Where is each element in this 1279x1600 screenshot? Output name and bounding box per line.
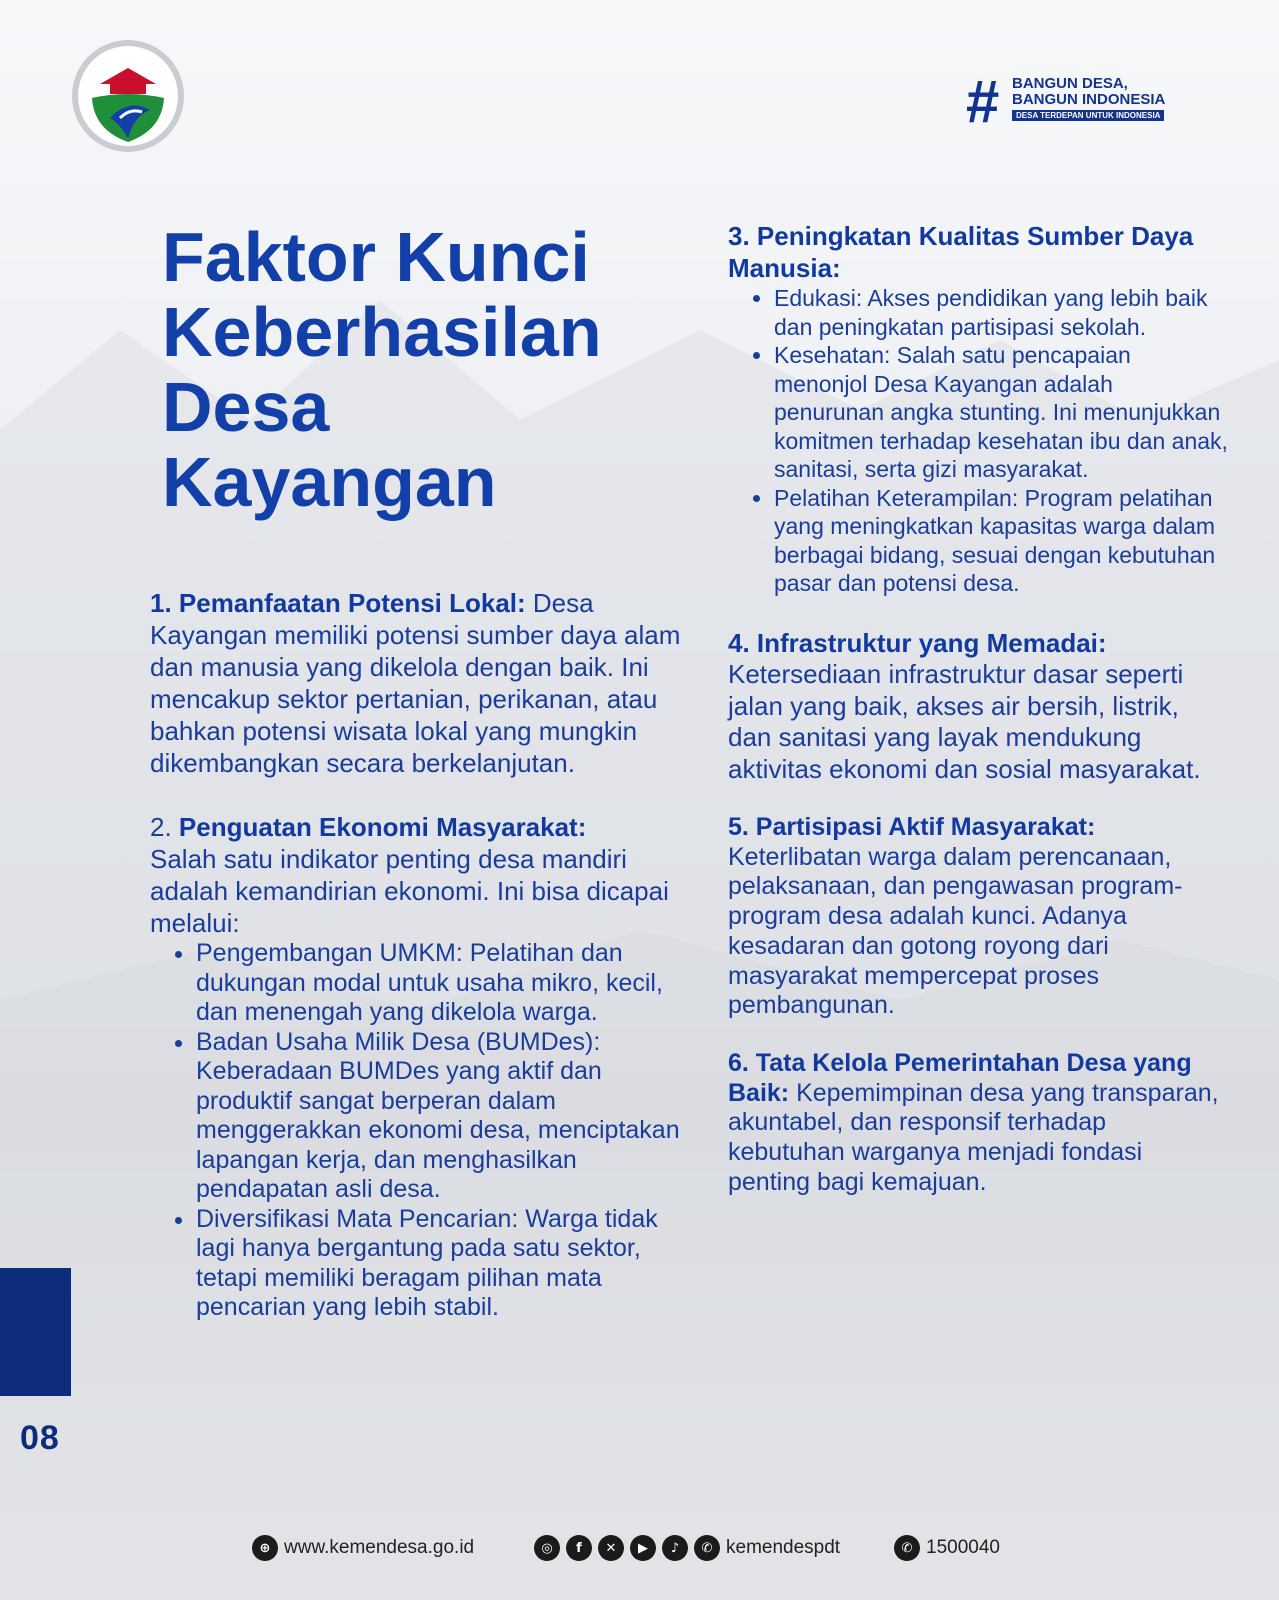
section-4	[728, 628, 1228, 786]
section-4-heading: 4. Infrastruktur yang Memadai:	[728, 627, 1107, 658]
section-2-body: Salah satu indikator penting desa mandiri adalah kemandirian ekonomi. Ini bisa dicapai melalui:	[150, 844, 669, 938]
hashtag-icon: #	[966, 68, 1000, 135]
section-6-body: Kepemimpinan desa yang transparan, akuntabel, dan responsif terhadap kebutuhan warganya menjadi fondasi penting bagi kemajuan.	[728, 1078, 1219, 1196]
section-5	[728, 813, 1228, 1021]
footer-phone[interactable]	[894, 1532, 1000, 1564]
page-number: 08	[20, 1419, 60, 1457]
youtube-icon[interactable]: ▶	[630, 1535, 656, 1561]
section-5-body: Keterlibatan warga dalam perencanaan, pelaksanaan, dan pengawasan program-program desa adalah kunci. Adanya kesadaran dan gotong royong dari masyarakat mempercepat proses pembangunan.	[728, 842, 1183, 1020]
brand-logo	[966, 68, 1186, 136]
list-item: • Kesehatan: Salah satu pencapaian menonjol Desa Kayangan adalah penurunan angka stunting. Ini menunjukkan komitmen terhadap kesehatan ibu dan anak, sanitasi, serta gizi masyarakat.	[774, 341, 1228, 484]
page-marker-bar	[0, 1268, 71, 1396]
brand-line-1: BANGUN DESA,	[1012, 75, 1128, 92]
title-line-2: Keberhasilan	[162, 293, 602, 371]
page-title	[162, 220, 682, 520]
section-2-list	[150, 939, 685, 1323]
social-handle[interactable]: kemendespdt	[726, 1537, 841, 1558]
globe-icon: ⊕	[252, 1535, 278, 1561]
list-item: • Edukasi: Akses pendidikan yang lebih baik dan peningkatan partisipasi sekolah.	[774, 284, 1228, 341]
title-line-1: Faktor Kunci	[162, 218, 590, 296]
brand-line-2: BANGUN INDONESIA	[1012, 91, 1166, 108]
instagram-icon[interactable]: ◎	[534, 1535, 560, 1561]
section-6	[728, 1049, 1228, 1198]
section-1-heading: 1. Pemanfaatan Potensi Lokal:	[150, 588, 526, 618]
section-2	[150, 811, 685, 939]
left-column	[150, 587, 685, 1323]
brand-tagline: DESA TERDEPAN UNTUK INDONESIA	[1012, 110, 1164, 121]
phone-number[interactable]: 1500040	[926, 1537, 1000, 1558]
right-column	[728, 220, 1228, 1197]
list-item: • Pengembangan UMKM: Pelatihan dan dukungan modal untuk usaha mikro, kecil, dan menengah yang dikelola warga.	[196, 939, 685, 1028]
ministry-logo	[70, 38, 186, 154]
phone-icon: ✆	[894, 1535, 920, 1561]
x-icon[interactable]: ✕	[598, 1535, 624, 1561]
website-link[interactable]: www.kemendesa.go.id	[284, 1537, 475, 1558]
title-line-3: Desa	[162, 368, 330, 446]
footer-website[interactable]	[252, 1532, 474, 1564]
section-3-list	[728, 284, 1228, 598]
title-line-4: Kayangan	[162, 443, 497, 521]
section-4-body: Ketersediaan infrastruktur dasar seperti jalan yang baik, akses air bersih, listrik, dan sanitasi yang layak mendukung aktivitas ekonomi dan sosial masyarakat.	[728, 659, 1201, 784]
section-2-heading: Penguatan Ekonomi Masyarakat:	[178, 812, 587, 842]
whatsapp-icon[interactable]: ✆	[694, 1535, 720, 1561]
section-3-heading: 3. Peningkatan Kualitas Sumber Daya Manusia:	[728, 221, 1194, 283]
section-6-heading: 6. Tata Kelola Pemerintahan Desa yang Baik:	[728, 1048, 1192, 1107]
list-item: • Badan Usaha Milik Desa (BUMDes): Keberadaan BUMDes yang aktif dan produktif sangat berperan dalam menggerakkan ekonomi desa, menciptakan lapangan kerja, dan menghasilkan pendapatan asli desa.	[196, 1028, 685, 1205]
list-item: • Pelatihan Keterampilan: Program pelatihan yang meningkatkan kapasitas warga dalam berbagai bidang, sesuai dengan kebutuhan pasar dan potensi desa.	[774, 484, 1228, 598]
footer-social	[534, 1532, 840, 1564]
section-2-number: 2.	[150, 812, 179, 842]
section-1-body: Desa Kayangan memiliki potensi sumber daya alam dan manusia yang dikelola dengan baik. Ini mencakup sektor pertanian, perikanan, atau bahkan potensi wisata lokal yang mungkin dikembangkan secara berkelanjutan.	[150, 588, 681, 778]
tiktok-icon[interactable]: ♪	[662, 1535, 688, 1561]
section-1	[150, 587, 685, 779]
facebook-icon[interactable]: f	[566, 1535, 592, 1561]
list-item: • Diversifikasi Mata Pencarian: Warga tidak lagi hanya bergantung pada satu sektor, tetapi memiliki beragam pilihan mata pencarian yang lebih stabil.	[196, 1205, 685, 1323]
section-5-heading: 5. Partisipasi Aktif Masyarakat:	[728, 813, 1096, 841]
